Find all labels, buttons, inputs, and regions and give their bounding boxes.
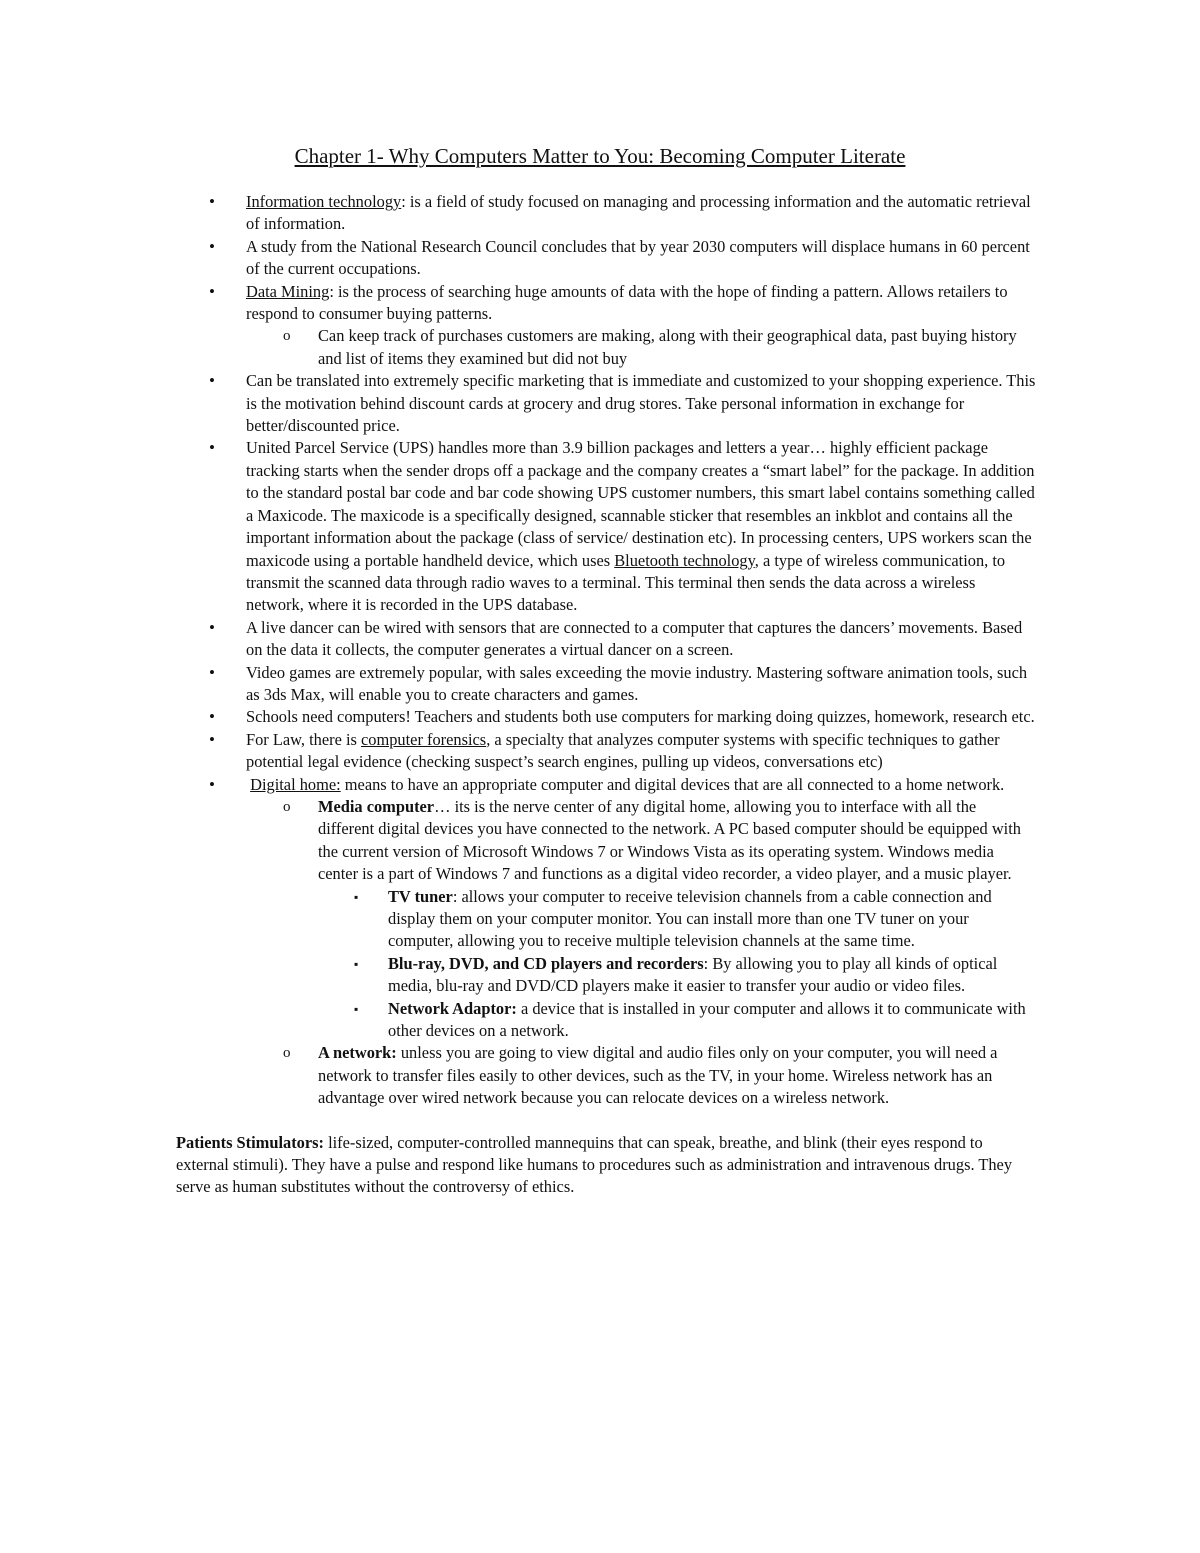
list-item-live-dancer	[176, 617, 1036, 662]
term-computer-forensics: computer forensics	[361, 729, 487, 749]
bullet-circle-icon: o	[283, 798, 291, 815]
list-item-text: A study from the National Research Council concludes that by year 2030 computers will displace humans in 60 percent of the current occupations.	[246, 236, 1030, 279]
sub-list-digital-home	[176, 796, 1036, 886]
definition-text: : allows your computer to receive television channels from a cable connection and display them on your computer monitor. You can install more than one TV tuner on your computer, allowing you to receive multiple television channels at the same time.	[388, 886, 992, 951]
term-bluetooth-technology: Bluetooth technology	[614, 550, 755, 570]
bullet-dot-icon: •	[209, 617, 215, 637]
term-network-adaptor: Network Adaptor:	[388, 998, 517, 1018]
paragraph-spacer	[176, 1110, 1036, 1132]
document-body	[176, 191, 1036, 1199]
bullet-dot-icon: •	[209, 707, 215, 727]
definition-text: life-sized, computer-controlled mannequins that can speak, breathe, and blink (their eyes respond to external stimuli). They have a pulse and respond like humans to procedures such as administration and intravenous drugs. They serve as human substitutes without the controversy of ethics.	[176, 1132, 1013, 1197]
list-item-text: Video games are extremely popular, with sales exceeding the movie industry. Mastering software animation tools, such as 3ds Max, will enable you to create characters and games.	[246, 662, 1028, 704]
list-item-research-council	[176, 236, 1036, 281]
bullet-dot-icon: •	[209, 371, 215, 391]
bullet-circle-icon: o	[283, 328, 291, 345]
list-item-text: A live dancer can be wired with sensors that are connected to a computer that captures the dancers’ movements. Based on the data it collects, the computer generates a virtual dancer on a screen.	[246, 617, 1023, 660]
bullet-dot-icon: •	[209, 236, 215, 256]
sub-list-item-media-computer	[176, 796, 1036, 886]
bullet-dot-icon: •	[209, 774, 215, 794]
term-media-computer: Media computer	[318, 796, 435, 816]
term-tv-tuner: TV tuner	[388, 886, 453, 906]
list-item-text: Can be translated into extremely specific marketing that is immediate and customized to your shopping experience. This is the motivation behind discount cards at grocery and drug stores. Take personal information in exchange for better/discounted price.	[246, 371, 1036, 436]
term-bluray-players: Blu-ray, DVD, and CD players and recorders	[388, 953, 704, 973]
definition-text: means to have an appropriate computer and digital devices that are all connected to a home network.	[340, 774, 1005, 794]
sub-list-item-purchases	[176, 325, 1036, 370]
bullet-dot-icon: •	[209, 729, 215, 749]
sub-sub-list-item-bluray	[176, 953, 1036, 998]
list-item-ups	[176, 437, 1036, 616]
bullet-dot-icon: •	[209, 281, 215, 301]
bullet-dot-icon: •	[209, 192, 215, 211]
list-item-text: For Law, there is	[246, 729, 362, 749]
term-network: A network:	[318, 1043, 397, 1063]
sub-sub-list-item-network-adaptor	[176, 998, 1036, 1043]
list-item-text: , a specialty that analyzes computer systems with specific techniques to gather potential legal evidence (checking suspect’s search engines, pulling up videos, conversations etc)	[246, 729, 1000, 772]
definition-text: : By allowing you to play all kinds of optical media, blu-ray and DVD/CD players make it easier to transfer your audio or video files.	[388, 953, 998, 996]
bullet-dot-icon: •	[209, 662, 215, 682]
sub-list-data-mining	[176, 325, 1036, 370]
term-digital-home: Digital home:	[250, 774, 341, 794]
list-item-digital-home	[176, 774, 1036, 796]
definition-text: : is the process of searching huge amounts of data with the hope of finding a pattern. Allows retailers to respond to consumer buying patterns.	[246, 281, 1008, 324]
definition-text: : is a field of study focused on managing and processing information and the automatic retrieval of information.	[246, 192, 1031, 234]
bullet-circle-icon: o	[283, 1045, 291, 1062]
term-data-mining: Data Mining	[246, 281, 330, 301]
bullet-square-icon: ▪	[354, 889, 359, 904]
list-item-text: Schools need computers! Teachers and students both use computers for marking doing quizzes, homework, research etc.	[246, 707, 1035, 727]
sub-sub-list-media-computer	[176, 886, 1036, 1043]
sub-list-item-network	[176, 1042, 1036, 1109]
list-item-video-games	[176, 662, 1036, 707]
term-patients-stimulators: Patients Stimulators:	[176, 1132, 324, 1152]
list-item-text: United Parcel Service (UPS) handles more than 3.9 billion packages and letters a year… highly efficient package tracking starts when the sender drops off a package and the company creates a “smart label” for the package. In addition to the standard postal bar code and bar code showing UPS customer numbers, this smart label contains something called a Maxicode. The maxicode is a specifically designed, scannable sticker that resembles an inkblot and contains all the important information about the package (class of service/ destination etc). In processing centers, UPS workers scan the maxicode using a portable handheld device, which uses	[246, 438, 1035, 570]
definition-text: a device that is installed in your computer and allows it to communicate with other devices on a network.	[388, 998, 1026, 1041]
bullet-square-icon: ▪	[354, 956, 359, 971]
list-item-schools	[176, 706, 1036, 728]
sub-sub-list-item-tv-tuner	[176, 886, 1036, 953]
list-item-text: Can keep track of purchases customers are making, along with their geographical data, past buying history and list of items they examined but did not buy	[318, 326, 1017, 368]
page-title: Chapter 1- Why Computers Matter to You: Becoming Computer Literate	[294, 144, 906, 168]
list-item-marketing	[176, 370, 1036, 437]
closing-paragraph	[176, 1132, 1036, 1199]
list-item-data-mining	[176, 281, 1036, 326]
bullet-dot-icon: •	[209, 438, 215, 458]
bullet-list-continued	[176, 370, 1036, 796]
sub-list-network	[176, 1042, 1036, 1109]
bullet-square-icon: ▪	[354, 1001, 359, 1016]
list-item-information-technology	[176, 191, 1036, 236]
definition-text: … its is the nerve center of any digital home, allowing you to interface with all the different digital devices you have connected to the network. A PC based computer should be equipped with the current version of Microsoft Windows 7 or Windows Vista as its operating system. Windows media center is a part of Windows 7 and functions as a digital video recorder, a video player, and a music player.	[318, 796, 1021, 884]
definition-text: unless you are going to view digital and audio files only on your computer, you will need a network to transfer files easily to other devices, such as the TV, in your home. Wireless network has an advantage over wired network because you can relocate devices on a wireless network.	[318, 1043, 998, 1108]
list-item-text: , a type of wireless communication, to transmit the scanned data through radio waves to a terminal. This terminal then sends the data across a wireless network, where it is recorded in the UPS database.	[246, 550, 1006, 615]
list-item-law	[176, 729, 1036, 774]
bullet-list	[176, 191, 1036, 325]
term-information-technology: Information technology	[246, 192, 402, 211]
